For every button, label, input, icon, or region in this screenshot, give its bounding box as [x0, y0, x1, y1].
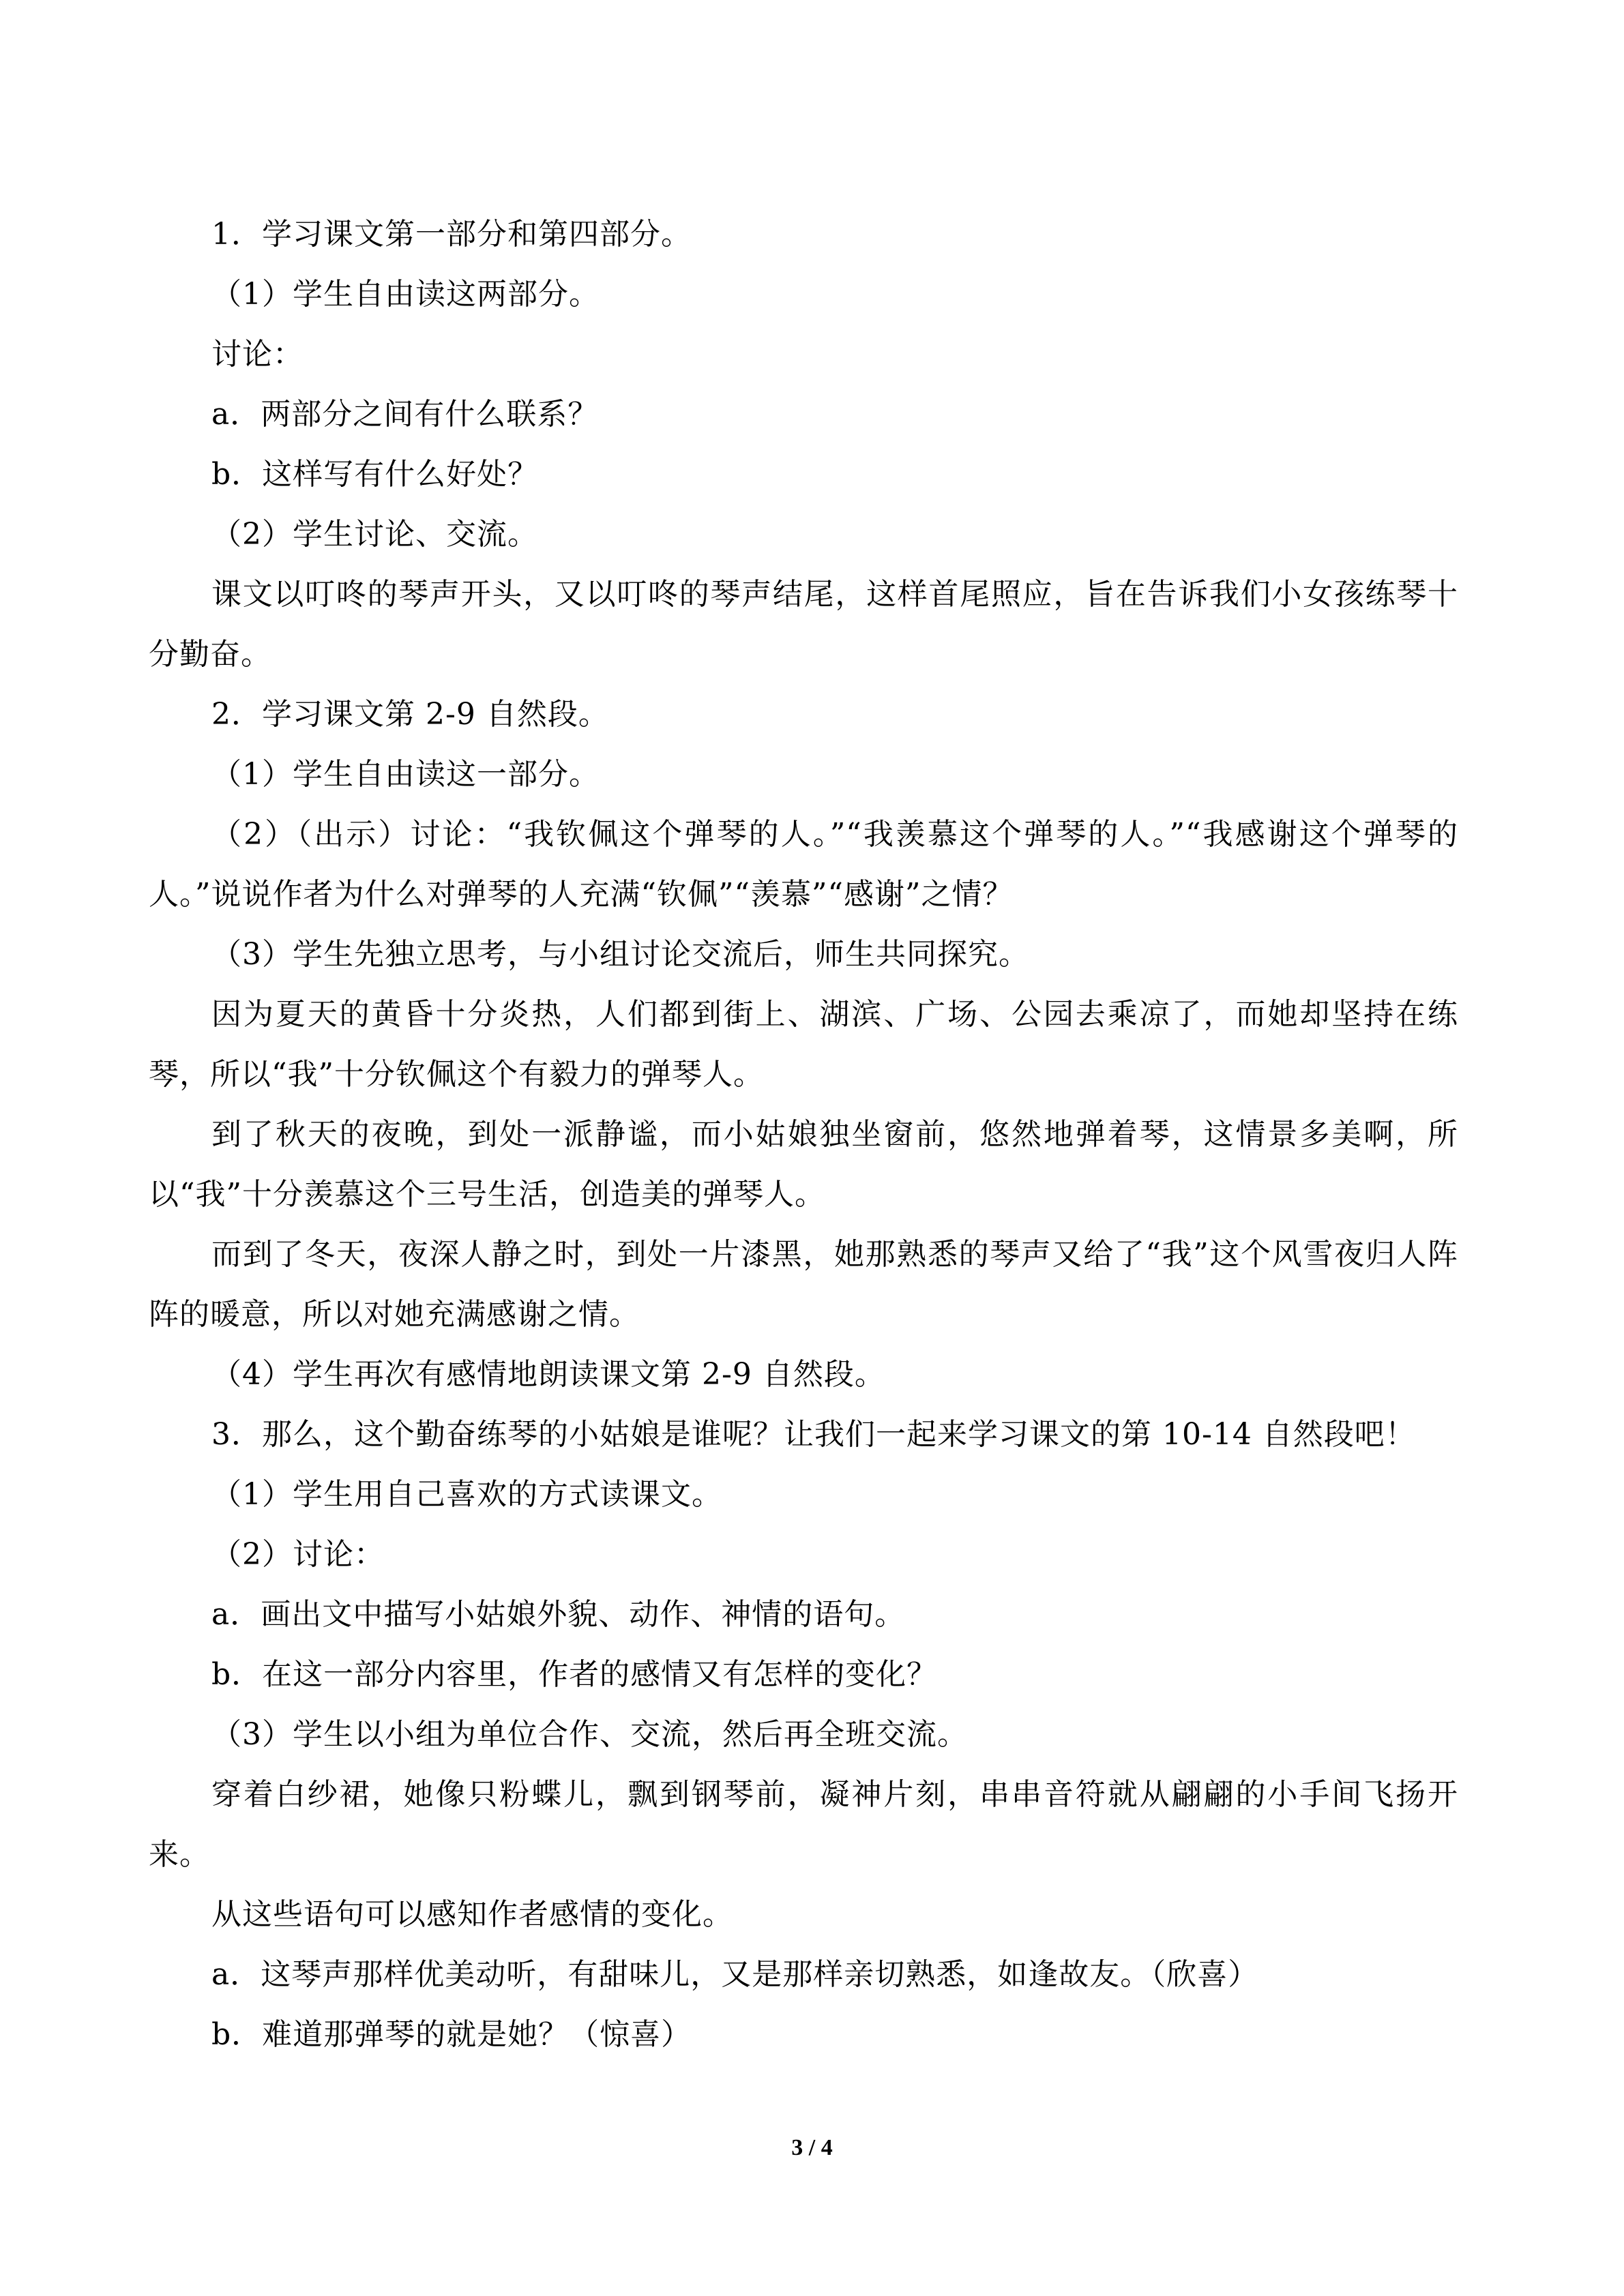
paragraph: 讨论： — [211, 337, 304, 372]
paragraph: （4）学生再次有感情地朗读课文第 2-9 自然段。 — [211, 1357, 885, 1392]
paragraph: （1）学生自由读这两部分。 — [211, 277, 600, 312]
paragraph: 1．学习课文第一部分和第四部分。 — [211, 217, 692, 252]
document-body — [149, 205, 1458, 2065]
paragraph: 从这些语句可以感知作者感情的变化。 — [211, 1897, 733, 1932]
paragraph: （2）讨论： — [211, 1537, 385, 1572]
paragraph: （2）学生讨论、交流。 — [211, 517, 538, 552]
paragraph: 2．学习课文第 2-9 自然段。 — [211, 697, 609, 732]
paragraph: b．这样写有什么好处？ — [211, 457, 539, 492]
paragraph: 3．那么，这个勤奋练琴的小姑娘是谁呢？让我们一起来学习课文的第 10-14 自然段吧！ — [211, 1417, 1416, 1452]
page-number: 3 / 4 — [791, 2135, 833, 2160]
paragraph: （2）（出示）讨论：“我钦佩这个弹琴的人。”“我羡慕这个弹琴的人。”“我感谢这个弹琴的人。”说说作者为什么对弹琴的人充满“钦佩”“羡慕”“感谢”之情？ — [149, 817, 1458, 912]
paragraph: （3）学生以小组为单位合作、交流，然后再全班交流。 — [211, 1717, 968, 1752]
paragraph: （1）学生用自己喜欢的方式读课文。 — [211, 1477, 722, 1512]
paragraph: 而到了冬天，夜深人静之时，到处一片漆黑，她那熟悉的琴声又给了“我”这个风雪夜归人阵阵的暖意，所以对她充满感谢之情。 — [149, 1237, 1458, 1332]
paragraph: a．这琴声那样优美动听，有甜味儿，又是那样亲切熟悉，如逢故友。（欣喜） — [211, 1957, 1259, 1992]
paragraph: b．在这一部分内容里，作者的感情又有怎样的变化？ — [211, 1657, 938, 1692]
paragraph: a．两部分之间有什么联系？ — [211, 397, 599, 432]
paragraph: （1）学生自由读这一部分。 — [211, 757, 600, 792]
paragraph: 因为夏天的黄昏十分炎热，人们都到街上、湖滨、广场、公园去乘凉了，而她却坚持在练琴，所以“我”十分钦佩这个有毅力的弹琴人。 — [149, 997, 1458, 1092]
paragraph: a．画出文中描写小姑娘外貌、动作、神情的语句。 — [211, 1597, 906, 1632]
paragraph: 课文以叮咚的琴声开头，又以叮咚的琴声结尾，这样首尾照应，旨在告诉我们小女孩练琴十分勤奋。 — [149, 577, 1458, 672]
paragraph: 穿着白纱裙，她像只粉蝶儿，飘到钢琴前，凝神片刻，串串音符就从翩翩的小手间飞扬开来。 — [149, 1777, 1458, 1872]
paragraph: 到了秋天的夜晚，到处一派静谧，而小姑娘独坐窗前，悠然地弹着琴，这情景多美啊，所以“我”十分羡慕这个三号生活，创造美的弹琴人。 — [149, 1117, 1458, 1212]
paragraph: （3）学生先独立思考，与小组讨论交流后，师生共同探究。 — [211, 937, 1029, 972]
paragraph: b．难道那弹琴的就是她？（惊喜） — [211, 2017, 692, 2052]
